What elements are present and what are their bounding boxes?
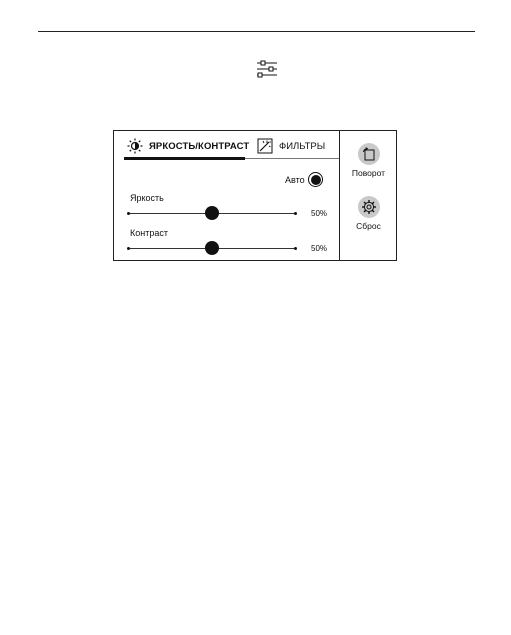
tab-brightness-contrast[interactable] [127, 138, 249, 154]
contrast-slider-handle[interactable] [205, 241, 219, 255]
tab-filters-label: ФИЛЬТРЫ [279, 140, 326, 152]
slider-track-end [294, 247, 297, 250]
brightness-label: Яркость [130, 193, 164, 203]
reset-gear-icon [361, 199, 377, 215]
slider-track-start [127, 247, 130, 250]
active-tab-indicator [124, 157, 245, 160]
rotate-button-circle [358, 143, 380, 165]
slider-track-start [127, 212, 130, 215]
sliders-icon[interactable] [256, 60, 278, 78]
rotate-button[interactable] [340, 143, 397, 178]
filters-icon [257, 138, 273, 154]
tab-brightness-label: ЯРКОСТЬ/КОНТРАСТ [149, 140, 250, 152]
tab-filters[interactable] [257, 138, 325, 154]
reset-label: Сброс [356, 221, 381, 231]
brightness-slider-handle[interactable] [205, 206, 219, 220]
brightness-icon [127, 138, 143, 154]
header-divider [38, 31, 475, 32]
reset-button-circle [358, 196, 380, 218]
reset-button[interactable] [340, 196, 397, 231]
brightness-contrast-panel [113, 130, 397, 261]
auto-label: Авто [285, 175, 305, 185]
contrast-value: 50% [311, 244, 328, 253]
brightness-slider[interactable] [128, 213, 296, 214]
contrast-label: Контраст [130, 228, 168, 238]
rotate-label: Поворот [351, 168, 386, 178]
auto-toggle-dot [311, 175, 321, 185]
rotate-icon [362, 147, 376, 161]
auto-toggle[interactable] [308, 172, 323, 187]
slider-track-end [294, 212, 297, 215]
tab-divider [245, 158, 339, 159]
brightness-value: 50% [311, 209, 328, 218]
contrast-slider[interactable] [128, 248, 296, 249]
